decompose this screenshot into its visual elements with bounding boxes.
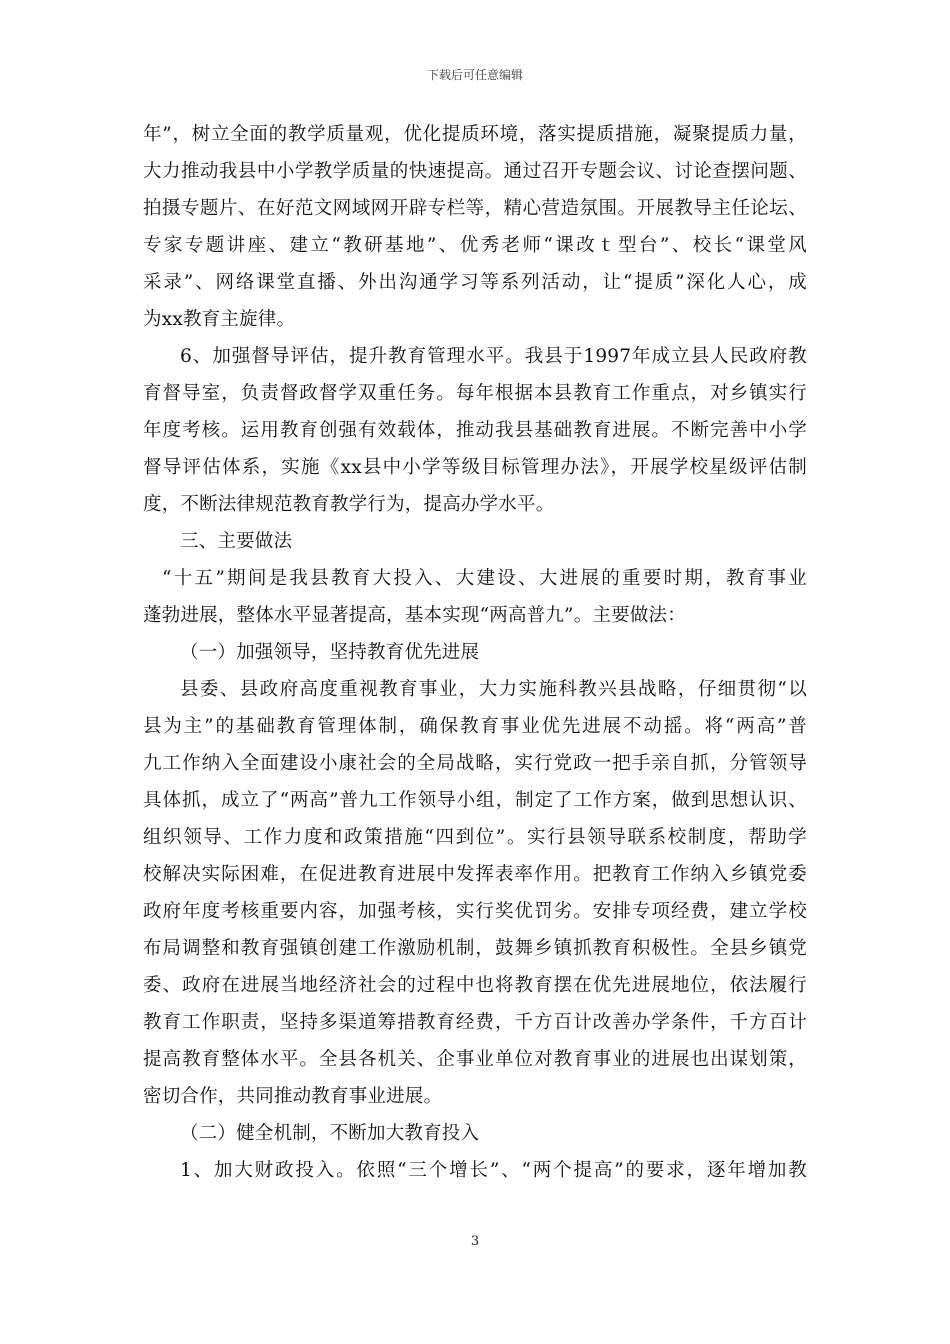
- text-line: 拍摄专题片、在好范文网域网开辟专栏等，精心营造氛围。开展教导主任论坛、: [143, 198, 807, 219]
- text-line: 为xx教育主旋律。: [143, 309, 296, 330]
- text-line: 具体抓，成立了“两高”普九工作领导小组，制定了工作方案，做到思想认识、: [143, 790, 807, 811]
- text-line: 专家专题讲座、建立“教研基地”、优秀老师“课改ｔ型台”、校长“课堂风: [143, 235, 807, 256]
- paragraph-start: 6、加强督导评估，提升教育管理水平。我县于1997年成立县人民政府教: [180, 346, 807, 367]
- text-line: 年度考核。运用教育创强有效载体，推动我县基础教育进展。不断完善中小学: [143, 420, 807, 441]
- paragraph-start: 县委、县政府高度重视教育事业，大力实施科教兴县战略，仔细贯彻“以: [180, 679, 807, 700]
- text-line: 组织领导、工作力度和政策措施“四到位”。实行县领导联系校制度，帮助学: [143, 827, 807, 848]
- subsection-heading: （二）健全机制，不断加大教育投入: [180, 1123, 480, 1144]
- text-line: 提高教育整体水平。全县各机关、企事业单位对教育事业的进展也出谋划策，: [143, 1049, 807, 1070]
- text-line: 采录”、网络课堂直播、外出沟通学习等系列活动，让“提质”深化人心，成: [143, 272, 807, 293]
- text-line: 蓬勃进展，整体水平显著提高，基本实现“两高普九”。主要做法：: [143, 605, 686, 626]
- text-line: 度，不断法律规范教育教学行为，提高办学水平。: [143, 494, 555, 515]
- text-line: 布局调整和教育强镇创建工作激励机制，鼓舞乡镇抓教育积极性。全县乡镇党: [143, 938, 807, 959]
- text-line: 教育工作职责，坚持多渠道筹措教育经费，千方百计改善办学条件，千方百计: [143, 1012, 807, 1033]
- text-line: 大力推动我县中小学教学质量的快速提高。通过召开专题会议、讨论查摆问题、: [143, 161, 807, 182]
- text-line: 九工作纳入全面建设小康社会的全局战略，实行党政一把手亲自抓，分管领导: [143, 753, 807, 774]
- paragraph-start: “十五”期间是我县教育大投入、大建设、大进展的重要时期，教育事业: [162, 568, 807, 589]
- text-line: 督导评估体系，实施《xx县中小学等级目标管理办法》，开展学校星级评估制: [143, 457, 807, 478]
- text-line: 校解决实际困难，在促进教育进展中发挥表率作用。把教育工作纳入乡镇党委: [143, 864, 807, 885]
- page-number: 3: [470, 1234, 480, 1249]
- text-line: 委、政府在进展当地经济社会的过程中也将教育摆在优先进展地位，依法履行: [143, 975, 807, 996]
- text-line: 政府年度考核重要内容，加强考核，实行奖优罚劣。安排专项经费，建立学校: [143, 901, 807, 922]
- text-line: 育督导室，负责督政督学双重任务。每年根据本县教育工作重点，对乡镇实行: [143, 383, 807, 404]
- section-heading: 三、主要做法: [180, 531, 293, 552]
- text-line: 县为主”的基础教育管理体制，确保教育事业优先进展不动摇。将“两高”普: [143, 716, 807, 737]
- paragraph-start: 1、加大财政投入。依照“三个增长”、“两个提高”的要求，逐年增加教: [180, 1160, 807, 1181]
- document-body: [143, 116, 807, 1189]
- page-header-note: 下载后可任意编辑: [426, 68, 523, 82]
- text-line: 年”，树立全面的教学质量观，优化提质环境，落实提质措施，凝聚提质力量，: [143, 124, 807, 145]
- text-line: 密切合作，共同推动教育事业进展。: [143, 1086, 443, 1107]
- subsection-heading: （一）加强领导，坚持教育优先进展: [180, 642, 480, 663]
